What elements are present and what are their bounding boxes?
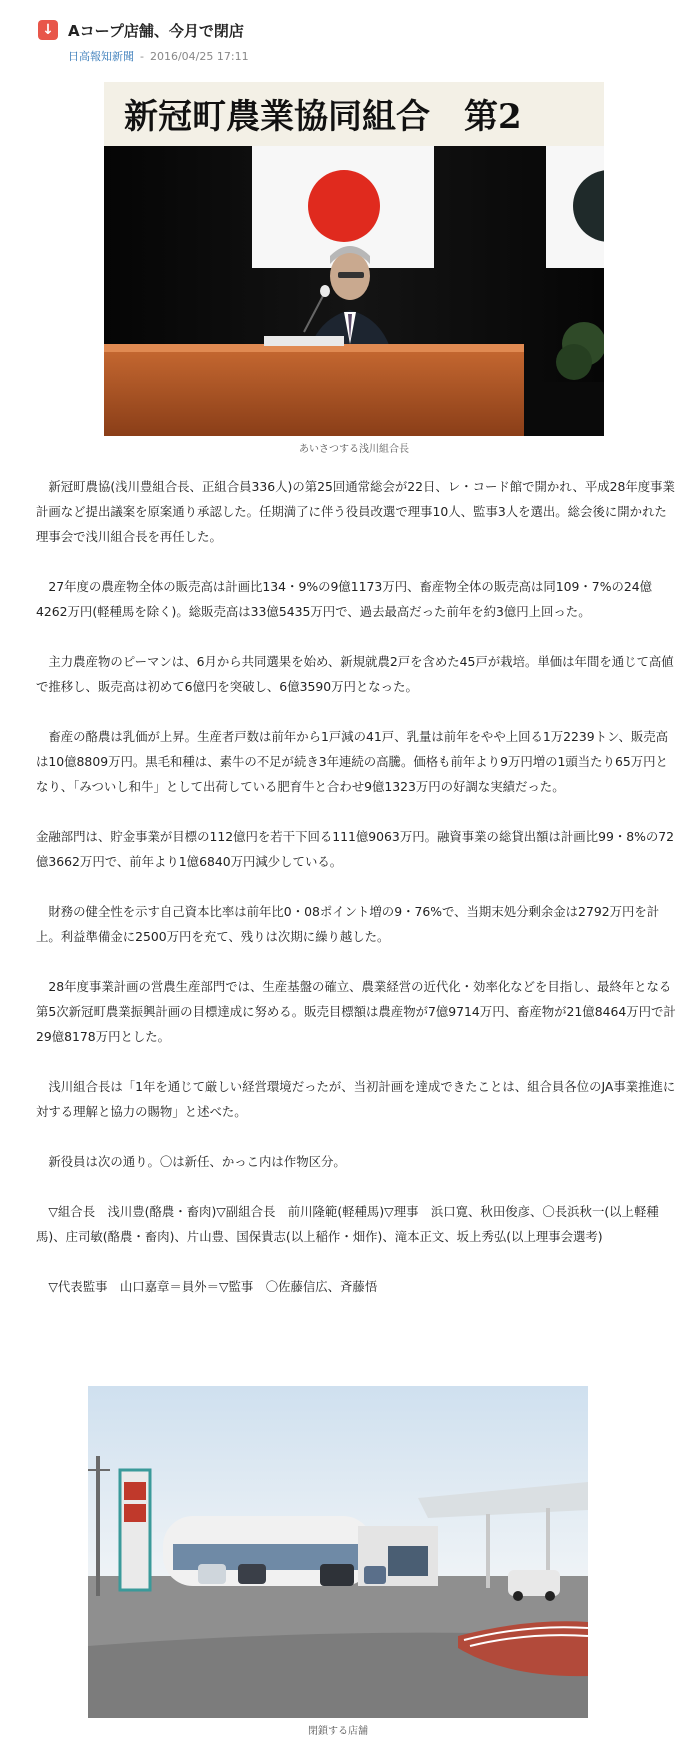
article-paragraph: 新役員は次の通り。〇は新任、かっこ内は作物区分。: [36, 1154, 346, 1169]
article-paragraph: 主力農産物のピーマンは、6月から共同選果を始め、新規就農2戸を含めた45戸が栽培。単価は年間を通じて高値で推移し、販売高は初めて6億円を突破し、6億3590万円となった。: [36, 654, 674, 694]
source-link[interactable]: 日高報知新聞: [68, 50, 134, 63]
meta-separator: -: [140, 50, 144, 63]
article-paragraph: 新冠町農協(浅川豊組合長、正組合員336人)の第25回通常総会が22日、レ・コード館で開かれ、平成28年度事業計画など提出議案を原案通り承認した。任期満了に伴う役員改選で理事10人、監事3人を選出。総会後に開かれた理事会で浅川組合長を再任した。: [36, 479, 675, 544]
photo-caption: 閉鎖する店舗: [308, 1726, 368, 1737]
article-paragraph: 畜産の酪農は乳価が上昇。生産者戸数は前年から1戸減の41戸、乳量は前年をやや上回る1万2239トン、販売高は10億8809万円。黒毛和種は、素牛の不足が続き3年連続の高騰。価格も前年より9万円増の1頭当たり65万円となり、「みついし和牛」として出荷している肥育牛と合わせ9億1323万円の好調な実績だった。: [36, 729, 669, 794]
article-paragraph: 財務の健全性を示す自己資本比率は前年比0・08ポイント増の9・76%で、当期末処分剰余金は2792万円を計上。利益準備金に2500万円を充て、残りは次期に繰り越した。: [36, 904, 660, 944]
article-body: [36, 474, 676, 1324]
article-paragraph: 27年度の農産物全体の販売高は計画比134・9%の9億1173万円、畜産物全体の販売高は同109・7%の24億4262万円(軽種馬を除く)。総販売高は33億5435万円で、過去最高だった前年を約3億円上回った。: [36, 579, 653, 619]
article-paragraph: 浅川組合長は「1年を通じて厳しい経営環境だったが、当初計画を達成できたことは、組合員各位のJA事業推進に対する理解と協力の賜物」と述べた。: [36, 1079, 676, 1119]
article-title: Aコープ店舗、今月で閉店: [68, 22, 244, 40]
speech-photo-illustration: [104, 82, 604, 436]
article-paragraph: 28年度事業計画の営農生産部門では、生産基盤の確立、農業経営の近代化・効率化などを目指し、最終年となる第5次新冠町農業振興計画の目標達成に努める。販売目標額は農産物が7億9714万円、畜産物が21億8464万円で計29億8178万円とした。: [36, 979, 676, 1044]
article-paragraph: ▽代表監事 山口嘉章＝員外＝▽監事 〇佐藤信広、斉藤悟: [36, 1279, 378, 1294]
article-paragraph: 金融部門は、貯金事業が目標の112億円を若干下回る111億9063万円。融資事業の総貸出額は計画比99・8%の72億3662万円で、前年より1億6840万円減少している。: [36, 829, 675, 869]
down-arrow-icon: ↓: [38, 20, 58, 40]
timestamp: 2016/04/25 17:11: [149, 50, 249, 63]
photo-caption: あいさつする浅川組合長: [299, 444, 409, 455]
article-header: [38, 18, 658, 70]
banner-text: 新冠町農業協同組合 第2: [124, 97, 522, 137]
speech-photo: [104, 82, 604, 436]
store-photo-illustration: [88, 1386, 588, 1718]
article-paragraph: ▽組合長 浅川豊(酪農・畜肉)▽副組合長 前川隆範(軽種馬)▽理事 浜口寛、秋田俊彦、〇長浜秋一(以上軽種馬)、庄司敏(酪農・畜肉)、片山豊、国保貴志(以上稲作・畑作)、滝本正文、坂上秀弘(以上理事会選考): [36, 1204, 659, 1244]
store-photo: [88, 1386, 588, 1718]
article-meta: [68, 48, 249, 64]
